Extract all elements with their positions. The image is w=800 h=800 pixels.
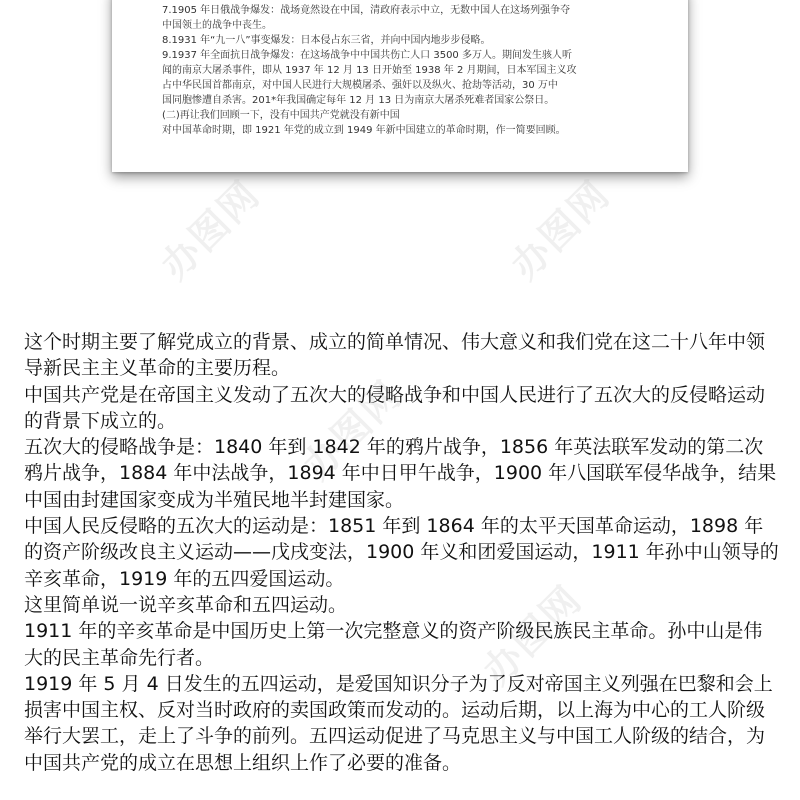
preview-line: 占中华民国首都南京，对中国人民进行大规模屠杀、强奸以及纵火、抢劫等活动，30 万中 [162, 80, 558, 91]
paragraph: 中国人民反侵略的五次大的运动是：1851 年到 1864 年的太平天国革命运动，1898 年的资产阶级改良主义运动——戊戌变法，1900 年义和团爱国运动，1911 年孙中山领导的辛亥革命，1919 年的五四爱国运动。 [24, 515, 779, 590]
preview-line: 7.1905 年日俄战争爆发：战场竟然设在中国，清政府表示中立，无数中国人在这场列强争夺 [162, 5, 571, 16]
article-body [24, 329, 780, 776]
paragraph: 1911 年的辛亥革命是中国历史上第一次完整意义的资产阶级民族民主革命。孙中山是伟大的民主革命先行者。 [24, 620, 763, 669]
preview-line: 中国领土的战争中丧生。 [162, 20, 272, 31]
document-preview [112, 0, 688, 172]
paragraph: 这个时期主要了解党成立的背景、成立的简单情况、伟大意义和我们党在这二十八年中领导新民主主义革命的主要历程。 [24, 331, 766, 380]
preview-line: 闻的南京大屠杀事件，即从 1937 年 12 月 13 日开始至 1938 年 2 月期间，日本军国主义攻 [162, 65, 577, 76]
preview-line: 对中国革命时期，即 1921 年党的成立到 1949 年新中国建立的革命时期，作一简要回顾。 [162, 125, 566, 136]
document-preview-text [162, 0, 648, 138]
watermark: 办图网 [294, 371, 411, 488]
preview-line: 8.1931 年“九一八”事变爆发：日本侵占东三省，并向中国内地步步侵略。 [162, 35, 491, 46]
watermark: 办图网 [474, 576, 591, 693]
preview-line: 9.1937 年全面抗日战争爆发：在这场战争中中国共伤亡人口 3500 多万人。期间发生骇人听 [162, 50, 572, 61]
paragraph: 这里简单说一说辛亥革命和五四运动。 [24, 593, 348, 616]
preview-line: (二)再让我们回顾一下，没有中国共产党就没有新中国 [162, 110, 400, 121]
paragraph: 1919 年 5 月 4 日发生的五四运动，是爱国知识分子为了反对帝国主义列强在巴黎和会上损害中国主权、反对当时政府的卖国政策而发动的。运动后期，以上海为中心的工人阶级举行大罢工，走上了斗争的前列。五四运动促进了马克思主义与中国工人阶级的结合，为中国共产党的成立在思想上组织上作了必要的准备。 [24, 672, 773, 774]
preview-line: 国同胞惨遭自杀害。201*年我国确定每年 12 月 13 日为南京大屠杀死难者国家公祭日。 [162, 95, 555, 106]
paragraph: 五次大的侵略战争是：1840 年到 1842 年的鸦片战争，1856 年英法联军发动的第二次鸦片战争，1884 年中法战争，1894 年中日甲午战争，1900 年八国联军侵华战争，结果中国由封建国家变成为半殖民地半封建国家。 [24, 436, 777, 511]
paragraph: 中国共产党是在帝国主义发动了五次大的侵略战争和中国人民进行了五次大的反侵略运动的背景下成立的。 [24, 383, 766, 432]
watermark: 办图网 [152, 171, 269, 288]
watermark: 办图网 [502, 171, 619, 288]
